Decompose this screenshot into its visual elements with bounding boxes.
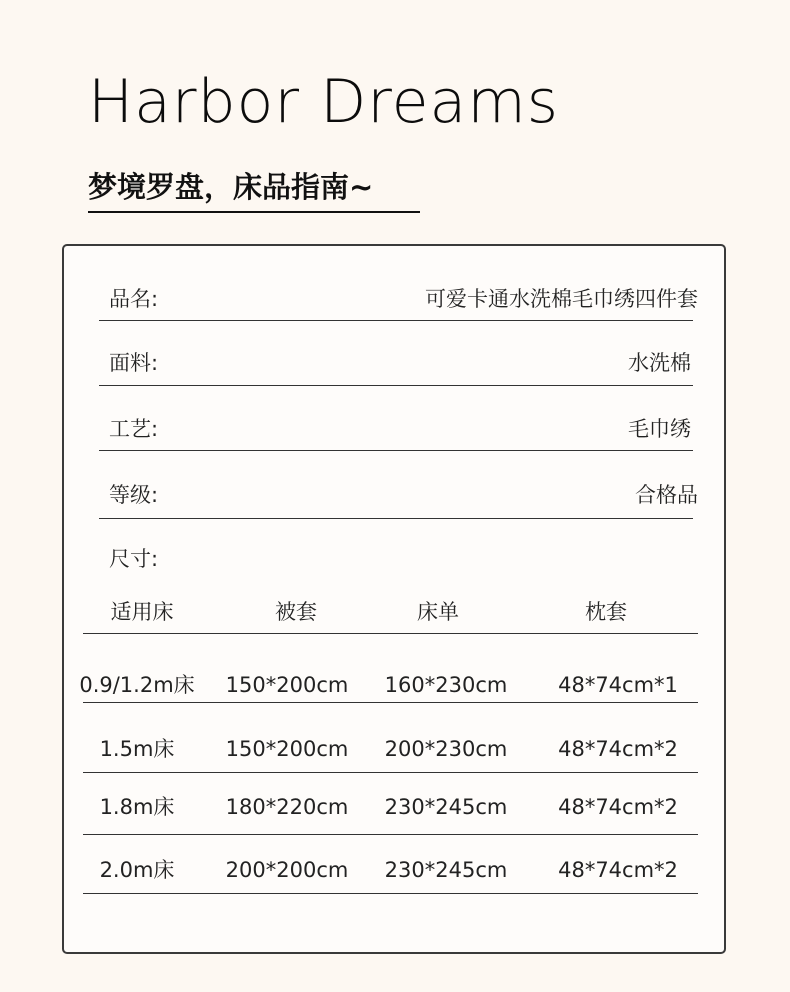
spec-value: 水洗棉	[628, 351, 691, 375]
table-cell: 48*74cm*1	[558, 673, 678, 697]
table-cell: 160*230cm	[384, 673, 508, 697]
spec-divider	[99, 320, 693, 321]
table-header-pillowcase: 枕套	[585, 600, 627, 624]
spec-label: 工艺:	[109, 417, 159, 441]
table-header-bed: 适用床	[110, 600, 174, 624]
table-divider	[83, 772, 698, 773]
spec-row-grade	[100, 480, 698, 520]
table-cell: 1.8m床	[99, 795, 175, 819]
spec-row-name	[100, 284, 698, 324]
spec-value: 毛巾绣	[628, 417, 691, 441]
table-divider	[83, 893, 698, 894]
spec-divider	[99, 450, 693, 451]
spec-divider	[99, 385, 693, 386]
table-cell: 230*245cm	[384, 795, 508, 819]
table-cell: 2.0m床	[99, 858, 175, 882]
size-label: 尺寸:	[109, 547, 159, 571]
table-cell: 0.9/1.2m床	[79, 673, 195, 697]
spec-divider	[99, 518, 693, 519]
table-cell: 200*200cm	[225, 858, 349, 882]
table-cell: 200*230cm	[384, 737, 508, 761]
spec-label: 面料:	[109, 351, 159, 375]
table-cell: 180*220cm	[225, 795, 349, 819]
table-divider	[83, 633, 698, 634]
table-header-duvet: 被套	[275, 600, 317, 624]
spec-row-craft	[100, 414, 692, 454]
table-cell: 48*74cm*2	[558, 737, 678, 761]
page-subtitle: 梦境罗盘，床品指南~	[88, 170, 374, 204]
table-divider	[83, 834, 698, 835]
spec-value: 合格品	[635, 483, 698, 507]
table-cell: 48*74cm*2	[558, 795, 678, 819]
spec-row-fabric	[100, 348, 692, 388]
table-cell: 230*245cm	[384, 858, 508, 882]
spec-label: 品名:	[109, 287, 159, 311]
table-cell: 1.5m床	[99, 737, 175, 761]
spec-label: 等级:	[109, 483, 159, 507]
table-cell: 150*200cm	[225, 673, 349, 697]
table-header-sheet: 床单	[417, 600, 459, 624]
table-divider	[83, 702, 698, 703]
subtitle-underline	[88, 211, 420, 213]
brand-title: Harbor Dreams	[88, 67, 560, 137]
table-cell: 150*200cm	[225, 737, 349, 761]
table-cell: 48*74cm*2	[558, 858, 678, 882]
spec-value: 可爱卡通水洗棉毛巾绣四件套	[425, 287, 698, 311]
